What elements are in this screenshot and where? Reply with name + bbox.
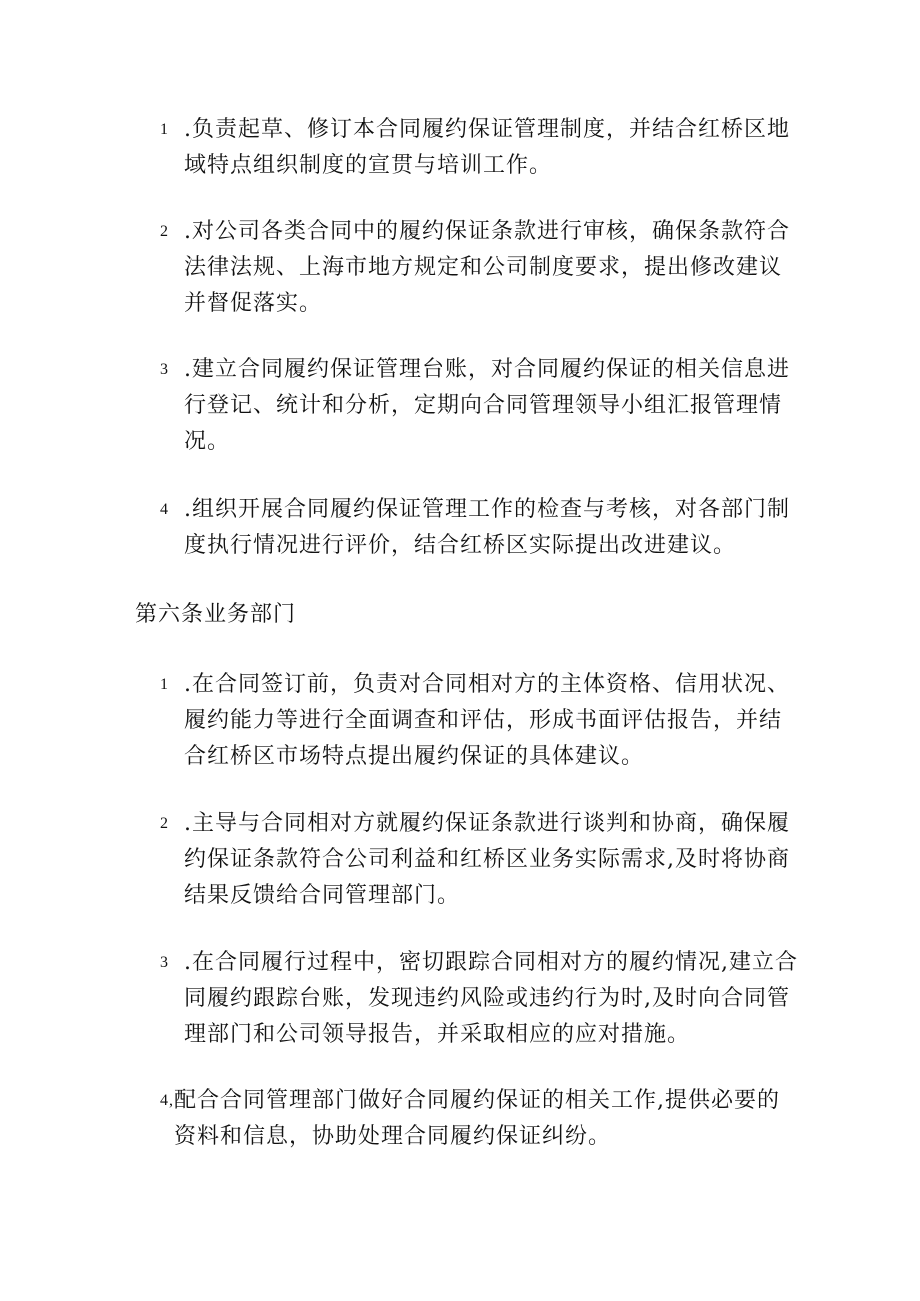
list-item — [160, 1083, 800, 1155]
list-item — [160, 352, 800, 460]
item-text: .主导与合同相对方就履约保证条款进行谈判和协商，确保履约保证条款符合公司利益和红桥区业务实际需求,及时将协商结果反馈给合同管理部门。 — [184, 811, 790, 908]
item-number: 4 — [160, 501, 169, 518]
item-text: .组织开展合同履约保证管理工作的检查与考核，对各部门制度执行情况进行评价，结合红桥区实际提出改进建议。 — [184, 497, 790, 558]
item-number: 2 — [160, 815, 169, 832]
list-item — [160, 492, 800, 564]
item-number: 3 — [160, 954, 169, 971]
list-item — [160, 945, 800, 1053]
item-text: .在合同履行过程中，密切跟踪合同相对方的履约情况,建立合同履约跟踪台账，发现违约风险或违约行为时,及时向合同管理部门和公司领导报告，并采取相应的应对措施。 — [184, 950, 798, 1047]
list-item — [160, 112, 800, 184]
section-heading: 第六条业务部门 — [135, 602, 297, 627]
item-number: 3 — [160, 361, 169, 378]
item-number: 1 — [160, 676, 169, 693]
item-number: 1 — [160, 121, 169, 138]
item-text: .在合同签订前，负责对合同相对方的主体资格、信用状况、履约能力等进行全面调查和评估，形成书面评估报告，并结合红桥区市场特点提出履约保证的具体建议。 — [184, 672, 790, 769]
list-item — [160, 214, 800, 322]
item-text: .负责起草、修订本合同履约保证管理制度，并结合红桥区地域特点组织制度的宣贯与培训工作。 — [184, 117, 790, 178]
item-text: .对公司各类合同中的履约保证条款进行审核，确保条款符合法律法规、上海市地方规定和公司制度要求，提出修改建议并督促落实。 — [184, 219, 790, 316]
list-item — [160, 806, 800, 914]
list-item — [160, 667, 800, 775]
item-text: .建立合同履约保证管理台账，对合同履约保证的相关信息进行登记、统计和分析，定期向合同管理领导小组汇报管理情况。 — [184, 357, 790, 454]
item-number: 4, — [160, 1092, 174, 1109]
item-number: 2 — [160, 223, 169, 240]
item-text: 配合合同管理部门做好合同履约保证的相关工作,提供必要的资料和信息，协助处理合同履约保证纠纷。 — [174, 1088, 780, 1149]
